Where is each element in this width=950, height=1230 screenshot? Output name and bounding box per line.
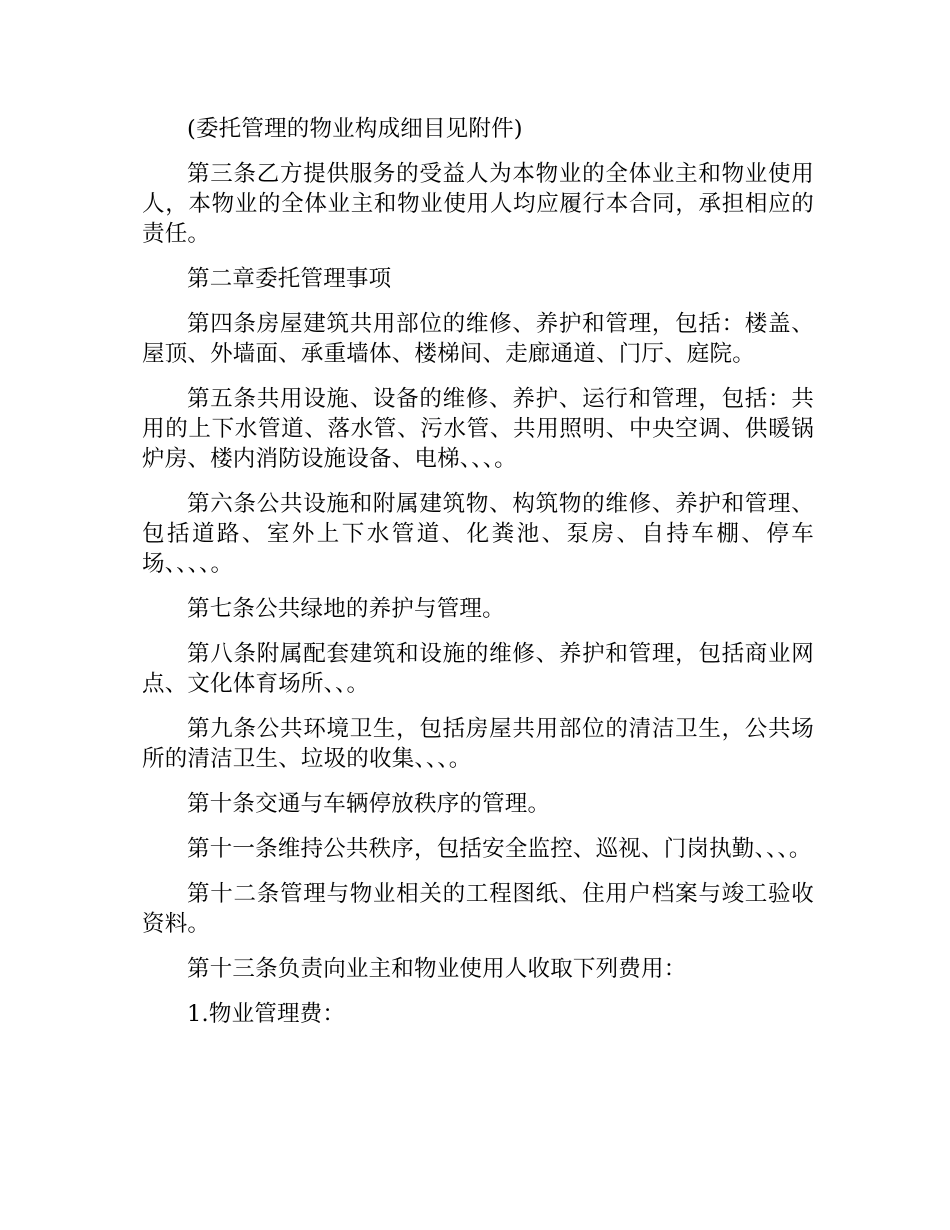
document-page: [142, 114, 814, 1044]
paragraph-article-13: 第十三条负责向业主和物业使用人收取下列费用：: [187, 956, 687, 982]
paragraph-article-4: 第四条房屋建筑共用部位的维修、养护和管理，包括：楼盖、屋顶、外墙面、承重墙体、楼梯间、走廊通道、门厅、庭院。: [142, 311, 814, 367]
paragraph-article-12: 第十二条管理与物业相关的工程图纸、住用户档案与竣工验收资料。: [142, 881, 814, 937]
paragraph-article-3: 第三条乙方提供服务的受益人为本物业的全体业主和物业使用人，本物业的全体业主和物业使用人均应履行本合同，承担相应的责任。: [142, 161, 814, 247]
paragraph-article-9: 第九条公共环境卫生，包括房屋共用部位的清洁卫生，公共场所的清洁卫生、垃圾的收集、、、。: [142, 716, 814, 772]
paragraph-article-7: 第七条公共绿地的养护与管理。: [187, 596, 505, 622]
chapter-2-heading: 第二章委托管理事项: [187, 266, 392, 292]
paragraph-article-8: 第八条附属配套建筑和设施的维修、养护和管理，包括商业网点、文化体育场所、、。: [142, 641, 814, 697]
paragraph-attachment-note: (委托管理的物业构成细目见附件): [187, 116, 523, 142]
paragraph-article-10: 第十条交通与车辆停放秩序的管理。: [187, 791, 551, 817]
paragraph-article-11: 第十一条维持公共秩序，包括安全监控、巡视、门岗执勤、、、。: [187, 836, 812, 862]
list-item-management-fee: 1.物业管理费：: [187, 1001, 346, 1027]
paragraph-article-6: 第六条公共设施和附属建筑物、构筑物的维修、养护和管理、包括道路、室外上下水管道、化粪池、泵房、自持车棚、停车场、、、、。: [142, 491, 814, 577]
paragraph-article-5: 第五条共用设施、设备的维修、养护、运行和管理，包括：共用的上下水管道、落水管、污水管、共用照明、中央空调、供暖锅炉房、楼内消防设施设备、电梯、、、。: [142, 386, 814, 472]
